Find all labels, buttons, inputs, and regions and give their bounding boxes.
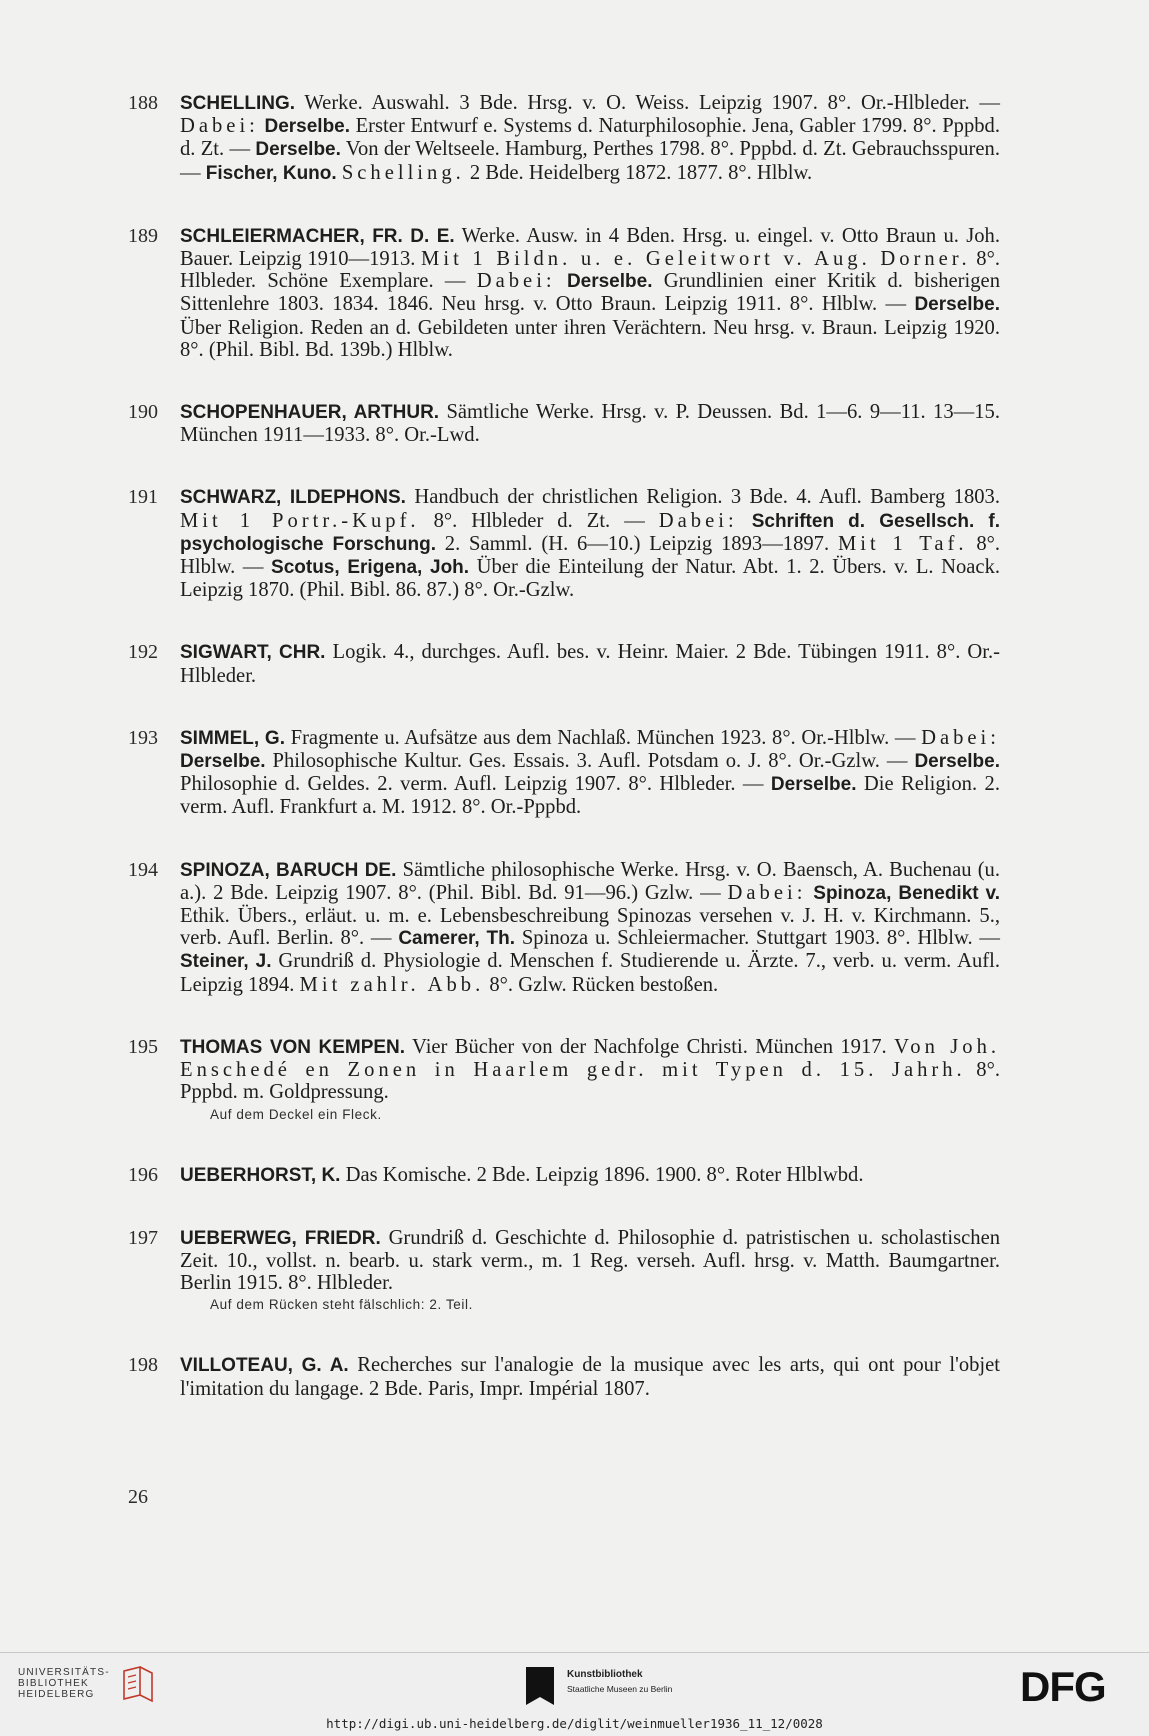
entry-description: Handbuch der christlichen Religion. 3 Bde. 4. Aufl. Bamberg 1803. [405, 486, 1000, 509]
page-number: 26 [128, 1486, 148, 1508]
entry-description: Das Komische. 2 Bde. Leipzig 1896. 1900. 8°. Roter Hlblwbd. [340, 1163, 864, 1186]
catalog-entry [128, 1227, 1000, 1315]
entry-author: Schriften d. Gesellsch. f. psychologische Forschung. [180, 510, 1000, 555]
entry-author: Derselbe. [566, 271, 653, 293]
entry-author: THOMAS VON KEMPEN. [180, 1036, 406, 1058]
entry-description: Sämtliche philosophische Werke. Hrsg. v. O. Baensch, A. Buchenau (u. a.). 2 Bde. Leipzig 1907. 8°. (Phil. Bibl. Bd. 91—96.) Gzlw. — [180, 858, 1001, 904]
catalog-entry [128, 486, 1000, 601]
catalog-entry [128, 92, 1000, 185]
entry-description: Sämtliche Werke. Hrsg. v. P. Deussen. Bd. 1—6. 9—11. 13—15. München 1911—1933. 8°. Or.-Lwd. [180, 401, 1000, 447]
entry-number: 198 [128, 1354, 158, 1377]
entry-author: SCHWARZ, ILDEPHONS. [180, 487, 406, 509]
entry-author: UEBERHORST, K. [180, 1164, 341, 1186]
entry-text [180, 1354, 1000, 1399]
entry-text [180, 1227, 1000, 1295]
entry-description: Spinoza u. Schleiermacher. Stuttgart 1903. 8°. Hlblw. — [515, 927, 1001, 950]
entry-author: SIGWART, CHR. [180, 642, 326, 664]
entry-description: Philosophie d. Geldes. 2. verm. Aufl. Leipzig 1907. 8°. Hlbleder. — [180, 773, 771, 796]
kunstbibliothek-logo-icon [522, 1665, 558, 1709]
entry-spaced-text: Dabei: [476, 270, 556, 293]
entry-spaced-text: Mit zahlr. Abb. [299, 973, 485, 996]
entry-author: UEBERWEG, FRIEDR. [180, 1227, 381, 1249]
entry-author: SCHOPENHAUER, ARTHUR. [180, 402, 440, 424]
entry-number: 197 [128, 1226, 158, 1249]
entry-text [180, 92, 1000, 185]
entry-text [180, 225, 1000, 361]
entry-spaced-text: Von Joh. Enschedé en Zonen in Haarlem gedr. mit Typen d. 15. Jahrh. [180, 1035, 1001, 1082]
entry-author: VILLOTEAU, G. A. [180, 1355, 349, 1377]
catalog-entry [128, 1036, 1000, 1124]
entry-note: Auf dem Rücken steht fälschlich: 2. Teil. [210, 1297, 473, 1313]
entry-author: Spinoza, Benedikt v. [813, 882, 1000, 904]
entry-description: Fragmente u. Aufsätze aus dem Nachlaß. München 1923. 8°. Or.-Hlblw. — [284, 726, 922, 749]
entry-description: 8°. Hlbleder d. Zt. — [419, 509, 659, 532]
entry-text [180, 401, 1000, 446]
catalog-entry [128, 641, 1000, 686]
catalog-entry [128, 859, 1000, 996]
entry-description: 2. Samml. (H. 6—10.) Leipzig 1893—1897. [435, 532, 838, 555]
entry-description: Werke. Auswahl. 3 Bde. Hrsg. v. O. Weiss. Leipzig 1907. 8°. Or.-Hlbleder. — [295, 92, 1000, 114]
entry-spaced-text: Mit 1 Bildn. u. e. Geleitwort v. Aug. Dorner. [421, 248, 971, 271]
entry-author: Fischer, Kuno. [205, 162, 337, 184]
entry-spaced-text: Mit 1 Portr.-Kupf. [180, 509, 420, 532]
university-logo-icon [120, 1665, 156, 1705]
entry-spaced-text: Schelling. [341, 161, 465, 184]
entry-author: Derselbe. [770, 774, 857, 796]
entry-author: Derselbe. [914, 751, 1000, 773]
entry-description: Die Religion. 2. verm. Aufl. Frankfurt a. M. 1912. 8°. Or.-Pppbd. [180, 773, 1000, 819]
entry-author: Derselbe. [914, 294, 1000, 316]
entry-description: Grundriß d. Physiologie d. Menschen f. Studierende u. Ärzte. 7., verb. u. verm. Aufl. Leipzig 1894. [180, 950, 1000, 996]
kunstbibliothek-label: Kunstbibliothek Staatliche Museen zu Berlin [567, 1669, 673, 1694]
entry-description: 8°. Hlblw. — [180, 532, 1000, 579]
entry-description: Logik. 4., durchges. Aufl. bes. v. Heinr. Maier. 2 Bde. Tübingen 1911. 8°. Or.-Hlbleder. [180, 641, 1000, 687]
digitization-footer [0, 1652, 1149, 1736]
entry-number: 195 [128, 1035, 158, 1058]
catalog-entry [128, 1354, 1000, 1399]
entry-number: 191 [128, 486, 158, 509]
entry-author: Derselbe. [255, 139, 341, 161]
catalog-entry [128, 225, 1000, 361]
entry-description: Über die Einteilung der Natur. Abt. 1. 2. Übers. v. L. Noack. Leipzig 1870. (Phil. Bibl. 86. 87.) 8°. Or.-Gzlw. [180, 556, 1001, 602]
entry-description: Erster Entwurf e. Systems d. Naturphilosophie. Jena, Gabler 1799. 8°. Pppbd. d. Zt. — [180, 115, 1000, 161]
entry-description: 8°. Pppbd. m. Goldpressung. [180, 1059, 1000, 1104]
entry-description: Ethik. Übers., erläut. u. m. e. Lebensbeschreibung Spinozas versehen v. J. H. v. Kirchmann. 5., verb. Aufl. Berlin. 8°. — [180, 905, 1000, 950]
entry-author: Derselbe. [264, 116, 351, 138]
entry-text [180, 859, 1000, 996]
entry-number: 193 [128, 726, 158, 749]
catalog-entry [128, 727, 1000, 819]
entry-number: 194 [128, 858, 158, 881]
entry-description: Werke. Ausw. in 4 Bden. Hrsg. u. eingel. v. Otto Braun u. Joh. Bauer. Leipzig 1910—1913. [180, 224, 1001, 271]
entry-description: Grundlinien einer Kritik d. bisherigen Sittenlehre 1803. 1834. 1846. Neu hrsg. v. Otto Braun. Leipzig 1911. 8°. Hlblw. — [180, 270, 1000, 316]
entry-description: 8°. Gzlw. Rücken bestoßen. [484, 973, 719, 996]
entry-text [180, 1036, 1000, 1104]
entry-description [738, 510, 752, 532]
entry-description: 8°. Hlbleder. Schöne Exemplare. — [180, 248, 1000, 293]
entry-description [556, 270, 567, 292]
entry-note: Auf dem Deckel ein Fleck. [210, 1106, 382, 1122]
entry-number: 189 [128, 224, 158, 247]
entry-number: 196 [128, 1163, 158, 1186]
entry-author: SIMMEL, G. [180, 727, 285, 749]
catalog-entry [128, 1164, 1000, 1187]
entry-description: 2 Bde. Heidelberg 1872. 1877. 8°. Hlblw. [464, 161, 813, 184]
catalog-entries [128, 92, 1000, 1440]
entry-description: Recherches sur l'analogie de la musique avec les arts, qui ont pour l'objet l'imitation du langage. 2 Bde. Paris, Impr. Impérial 1807. [180, 1354, 1000, 1400]
entry-author: Derselbe. [180, 751, 266, 773]
entry-author: Steiner, J. [180, 951, 272, 973]
entry-description: Philosophische Kultur. Ges. Essais. 3. Aufl. Potsdam o. J. 8°. Or.-Gzlw. — [265, 750, 915, 773]
entry-author: SPINOZA, BARUCH DE. [180, 859, 397, 881]
entry-spaced-text: Dabei: [727, 881, 807, 904]
entry-spaced-text: Mit 1 Taf. [837, 532, 968, 555]
entry-description: Von der Weltseele. Hamburg, Perthes 1798. 8°. Pppbd. d. Zt. Gebrauchsspuren. — [180, 138, 1001, 184]
entry-number: 190 [128, 401, 158, 424]
entry-number: 188 [128, 92, 158, 114]
entry-text [180, 641, 1000, 686]
entry-spaced-text: Dabei: [921, 726, 1000, 749]
dfg-logo: DFG [1020, 1663, 1106, 1710]
entry-text [180, 1164, 1000, 1187]
entry-text [180, 727, 1000, 819]
entry-number: 192 [128, 641, 158, 664]
entry-author: SCHLEIERMACHER, FR. D. E. [180, 225, 455, 247]
catalog-entry [128, 401, 1000, 446]
entry-description: Über Religion. Reden an d. Gebildeten unter ihren Verächtern. Neu hrsg. v. Braun. Leipzig 1920. 8°. (Phil. Bibl. Bd. 139b.) Hlblw. [180, 316, 1000, 361]
source-url-link[interactable]: http://digi.ub.uni-heidelberg.de/diglit/weinmueller1936_11_12/0028 [326, 1716, 823, 1731]
university-library-label: UNIVERSITÄTS- BIBLIOTHEK HEIDELBERG [18, 1667, 110, 1700]
entry-description: Vier Bücher von der Nachfolge Christi. München 1917. [405, 1035, 895, 1058]
entry-spaced-text: Dabei: [180, 115, 259, 138]
entry-author: Camerer, Th. [398, 928, 516, 950]
entry-text [180, 486, 1000, 601]
entry-spaced-text: Dabei: [658, 509, 738, 532]
entry-author: SCHELLING. [180, 93, 296, 114]
entry-description: Grundriß d. Geschichte d. Philosophie d. patristischen u. scholastischen Zeit. 10., vollst. n. bearb. u. stark verm., m. 1 Reg. verseh. Aufl. hrsg. v. Matth. Baumgartner. Berlin 1915. 8°. Hlbleder. [180, 1226, 1001, 1295]
entry-author: Scotus, Erigena, Joh. [271, 557, 470, 579]
